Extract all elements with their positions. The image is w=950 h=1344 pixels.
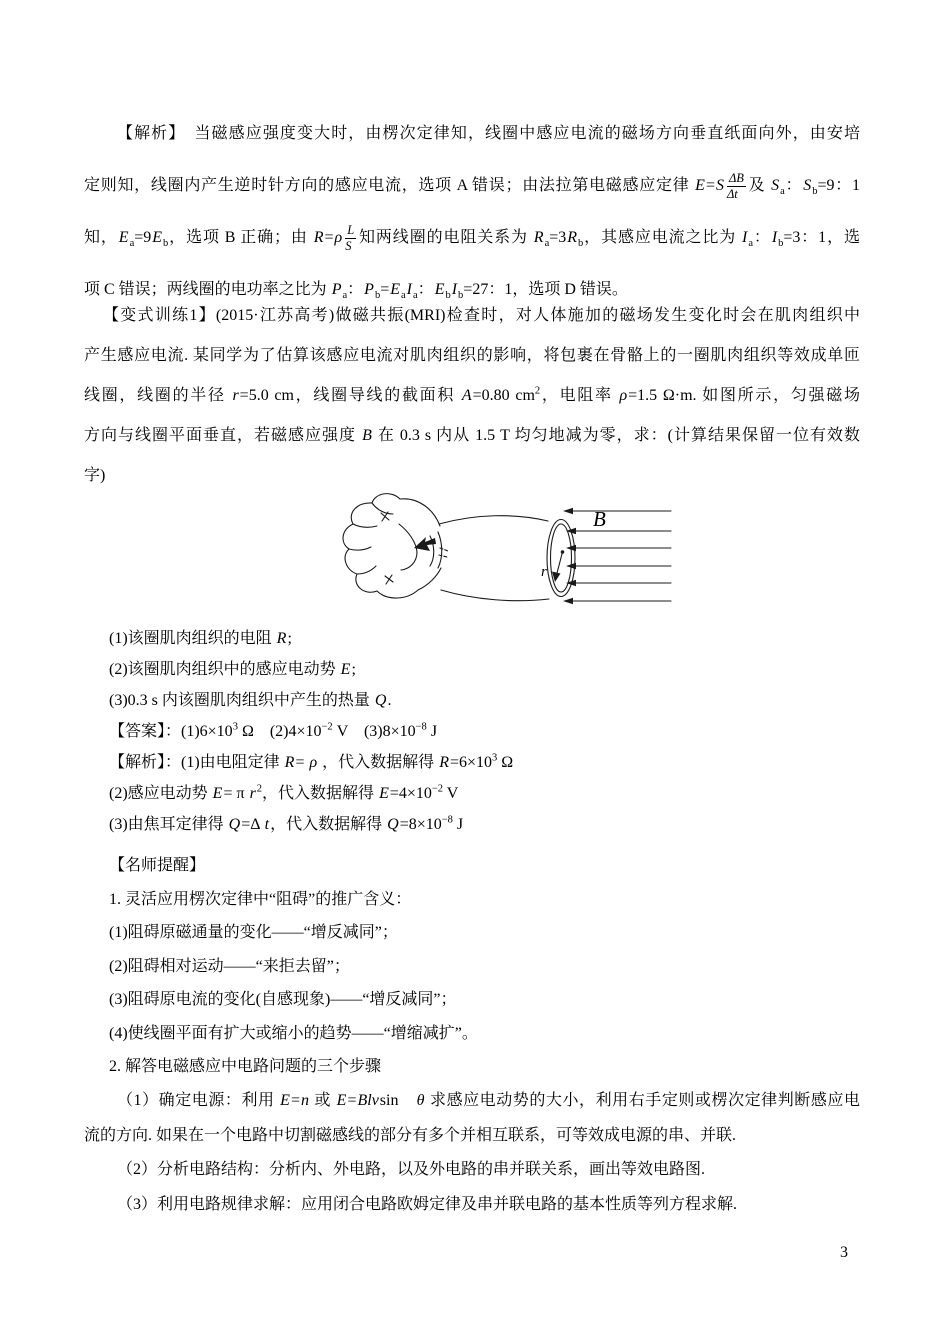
math-var: ρ [309, 754, 318, 771]
text-run: Ω [497, 754, 514, 771]
text-run: =Δ [241, 816, 264, 833]
text-run: 【答案】：(1)6×10 [109, 723, 233, 740]
text-run: 【名师提醒】 [109, 857, 206, 874]
text-run: =27：1，选项 D 错误。 [463, 281, 628, 298]
text-run: . [387, 692, 392, 709]
field-label: B [593, 507, 606, 531]
math-superscript: −2 [321, 721, 333, 733]
fraction-denominator: Δt [726, 186, 738, 201]
text-line [84, 336, 860, 376]
math-subscript: a [544, 238, 550, 250]
text-run: (4)使线圈平面有扩大或缩小的趋势——“增缩减扩”。 [109, 1024, 478, 1042]
math-var: B [362, 427, 372, 444]
math-superscript: 3 [492, 752, 498, 764]
tips-heading [84, 849, 860, 883]
math-var: Blv [357, 1092, 379, 1109]
text-run: ： [347, 281, 364, 298]
math-var: ρ [334, 229, 343, 246]
math-subscript: b [578, 238, 584, 250]
arm-coil-figure [337, 486, 682, 631]
tips-line [84, 1017, 860, 1051]
text-run: = [295, 754, 309, 771]
math-var: R [284, 754, 295, 771]
math-var: I [771, 229, 778, 246]
text-run: ，代入数据解得 [262, 785, 379, 802]
text-run: ; [351, 661, 356, 678]
text-run: 求感应电动势的大小，利用右手定则或楞次定律判断感应电 [425, 1092, 860, 1109]
text-run: 及 [747, 177, 771, 194]
text-run: ; [287, 630, 292, 647]
math-superscript: −2 [431, 783, 444, 795]
text-run: 产生感应电流. 某同学为了估算该感应电流对肌肉组织的影响，将包裹在骨骼上的一圈肌肉组织等效成单匝 [84, 347, 860, 364]
text-run: (3)由焦耳定律得 [109, 816, 228, 833]
analysis-paragraph [84, 108, 860, 316]
math-var: E [695, 177, 705, 194]
page-number: 3 [840, 1244, 848, 1261]
wrist-creases [430, 532, 448, 568]
text-run: 1. 灵活应用楞次定律中“阻碍”的推广含义： [109, 890, 412, 908]
math-var: E [212, 785, 223, 802]
math-subscript: b [778, 238, 784, 250]
text-run: =5.0 cm，线圈导线的截面积 [239, 387, 461, 404]
radius-arrow [557, 552, 563, 575]
math-subscript: a [129, 238, 135, 250]
text-run: J [452, 816, 464, 833]
math-subscript: b [163, 238, 169, 250]
math-superscript: 3 [232, 721, 238, 733]
text-run: = π [223, 785, 249, 802]
text-run: J [426, 723, 438, 740]
text-run: =3 [549, 229, 567, 246]
text-line [84, 160, 860, 212]
text-run: （2）分析电路结构：分析内、外电路，以及外电路的串并联关系，画出等效电路图. [117, 1161, 706, 1178]
math-var: E [340, 661, 351, 678]
tips-line [84, 1050, 860, 1084]
text-run: (1)该圈肌肉组织的电阻 [109, 630, 276, 647]
text-run: ： [753, 229, 771, 246]
math-superscript: 2 [534, 385, 541, 397]
math-subscript: a [748, 238, 754, 250]
text-run: =1.5 Ω·m. 如图所示，匀强磁场 [628, 387, 860, 404]
math-var: I [742, 229, 748, 246]
exercise-paragraph [84, 296, 860, 496]
math-var: I [406, 281, 412, 298]
text-run: ，代入数据解得 [318, 754, 439, 771]
math-var: r [232, 387, 239, 404]
text-run: =4×10 [389, 785, 432, 802]
text-run: 流的方向. 如果在一个电路中切割磁感线的部分有多个并相互联系，可等效成电源的串、并联. [84, 1126, 737, 1144]
math-subscript: a [780, 186, 785, 198]
math-var: E [434, 281, 445, 298]
math-var: R [439, 754, 449, 771]
text-run: (3)阻碍原电流的变化(自感现象)——“增反减同”； [109, 991, 457, 1008]
radius-label: r [541, 564, 547, 580]
math-var: E [280, 1092, 290, 1109]
text-run: （3）利用电路规律求解：应用闭合电路欧姆定律及串并联电路的基本性质等列方程求解. [117, 1195, 738, 1213]
math-subscript: a [342, 290, 348, 302]
text-run: V (3)8×10 [332, 723, 416, 740]
text-run: = [290, 1092, 300, 1109]
tips-line [84, 950, 860, 984]
text-run: = [380, 281, 390, 298]
teacher-tips-block [84, 849, 860, 1084]
text-line [84, 212, 860, 264]
math-subscript: b [445, 290, 451, 302]
text-run: =8×10 [399, 816, 442, 833]
math-var: P [331, 281, 342, 298]
wrist-arrow-icon [414, 537, 436, 551]
math-var: r [249, 785, 256, 802]
text-run: 【解析】 当磁感应强度变大时，由楞次定律知，线圈中感应电流的磁场方向垂直纸面向外，由安培 [117, 125, 860, 142]
question-line [84, 685, 860, 716]
solution-line [84, 778, 860, 809]
steps-line [84, 1084, 860, 1119]
text-run: =0.80 cm [472, 387, 535, 404]
math-subscript: b [458, 290, 464, 302]
text-run: ，其感应电流之比为 [583, 229, 742, 246]
math-subscript: b [374, 290, 381, 302]
text-run: (3)0.3 s 内该圈肌肉组织中产生的热量 [109, 692, 374, 709]
text-run: (2)感应电动势 [109, 785, 212, 802]
math-superscript: −8 [441, 814, 453, 826]
steps-line [84, 1188, 860, 1223]
field-arrows [565, 511, 671, 601]
math-var: t [264, 816, 270, 833]
text-run: 在 0.3 s 内从 1.5 T 均匀地减为零，求：(计算结果保留一位有效数 [372, 427, 860, 444]
text-run: ，电阻率 [540, 387, 619, 404]
text-run: sin [379, 1092, 416, 1109]
math-var: ρ [619, 387, 628, 404]
math-var: R [533, 229, 544, 246]
math-var: E [390, 281, 400, 298]
steps-line [84, 1153, 860, 1188]
math-fraction [727, 171, 746, 201]
text-run: = [347, 1092, 357, 1109]
forearm-outline [439, 516, 549, 601]
math-var: S [715, 177, 724, 194]
math-var: A [461, 387, 472, 404]
solution-line [84, 747, 860, 778]
text-run: =9 [134, 229, 152, 246]
text-run: 线圈，线圈的半径 [84, 387, 232, 404]
tips-line [84, 916, 860, 950]
math-superscript: −8 [415, 721, 427, 733]
text-run: (2)阻碍相对运动——“来拒去留”； [109, 957, 350, 975]
math-var: S [771, 177, 780, 194]
text-run: = [705, 177, 715, 194]
math-var: Q [228, 816, 241, 833]
steps-block [84, 1084, 860, 1222]
text-run: =6×10 [449, 754, 493, 771]
questions-answers-block [84, 623, 860, 840]
text-run: 项 C 错误；两线圈的电功率之比为 [84, 281, 331, 298]
steps-line [84, 1119, 860, 1154]
text-run: ： [784, 177, 803, 194]
math-var: E [336, 1092, 347, 1109]
text-run: 2. 解答电磁感应中电路问题的三个步骤 [109, 1058, 382, 1075]
math-subscript: b [812, 186, 818, 198]
math-superscript: 2 [256, 783, 263, 795]
math-subscript: a [401, 290, 406, 302]
tips-line [84, 983, 860, 1017]
math-var: I [451, 281, 458, 298]
text-run: ： [417, 281, 434, 298]
text-run: Ω (2)4×10 [237, 723, 322, 740]
tips-line [84, 883, 860, 917]
text-line [84, 296, 860, 336]
text-run: =3：1，选 [783, 229, 860, 246]
math-var: R [313, 229, 324, 246]
math-var: θ [416, 1092, 425, 1109]
text-run: V [443, 785, 459, 802]
math-var: Q [387, 816, 399, 833]
question-line [84, 623, 860, 654]
text-run: (1)阻碍原磁通量的变化——“增反减同”； [109, 924, 398, 941]
text-run: （1）确定电源：利用 [117, 1092, 280, 1109]
math-subscript: a [413, 290, 418, 302]
fraction-numerator: ΔB [728, 171, 744, 186]
math-var: P [364, 281, 374, 298]
math-var: S [803, 177, 812, 194]
fraction-denominator: S [345, 238, 352, 253]
math-var: R [276, 630, 287, 647]
math-var: Q [374, 692, 387, 709]
coil-center-dot [561, 550, 565, 554]
text-run: 字) [84, 467, 106, 484]
question-line [84, 654, 860, 685]
math-var: E [379, 785, 389, 802]
math-var: E [152, 229, 163, 246]
text-run: ，选项 B 正确；由 [168, 229, 313, 246]
text-run: 【变式训练1】(2015·江苏高考)做磁共振(MRI)检查时，对人体施加的磁场发生变化时会在肌肉组织中 [103, 307, 860, 324]
solution-line [84, 809, 860, 840]
text-line [84, 108, 860, 160]
text-line [84, 416, 860, 456]
math-var: n [300, 1092, 309, 1109]
math-var: E [118, 229, 129, 246]
text-run: 定则知，线圈内产生逆时针方向的感应电流，选项 A 错误；由法拉第电磁感应定律 [84, 177, 695, 194]
text-run: = [324, 229, 334, 246]
text-line [84, 376, 860, 416]
text-run: 【解析】：(1)由电阻定律 [109, 754, 284, 771]
text-run: (2)该圈肌肉组织中的感应电动势 [109, 661, 340, 678]
math-var: R [567, 229, 578, 246]
text-run: 知两线圈的电阻关系为 [358, 229, 533, 246]
text-run: ，代入数据解得 [270, 816, 387, 833]
fraction-numerator: L [347, 223, 355, 238]
text-run: =9：1 [817, 177, 860, 194]
answer-line [84, 716, 860, 747]
text-run: 方向与线圈平面垂直，若磁感应强度 [84, 427, 362, 444]
text-run: 或 [309, 1092, 336, 1109]
math-fraction [345, 223, 356, 253]
text-run: 知， [84, 229, 118, 246]
